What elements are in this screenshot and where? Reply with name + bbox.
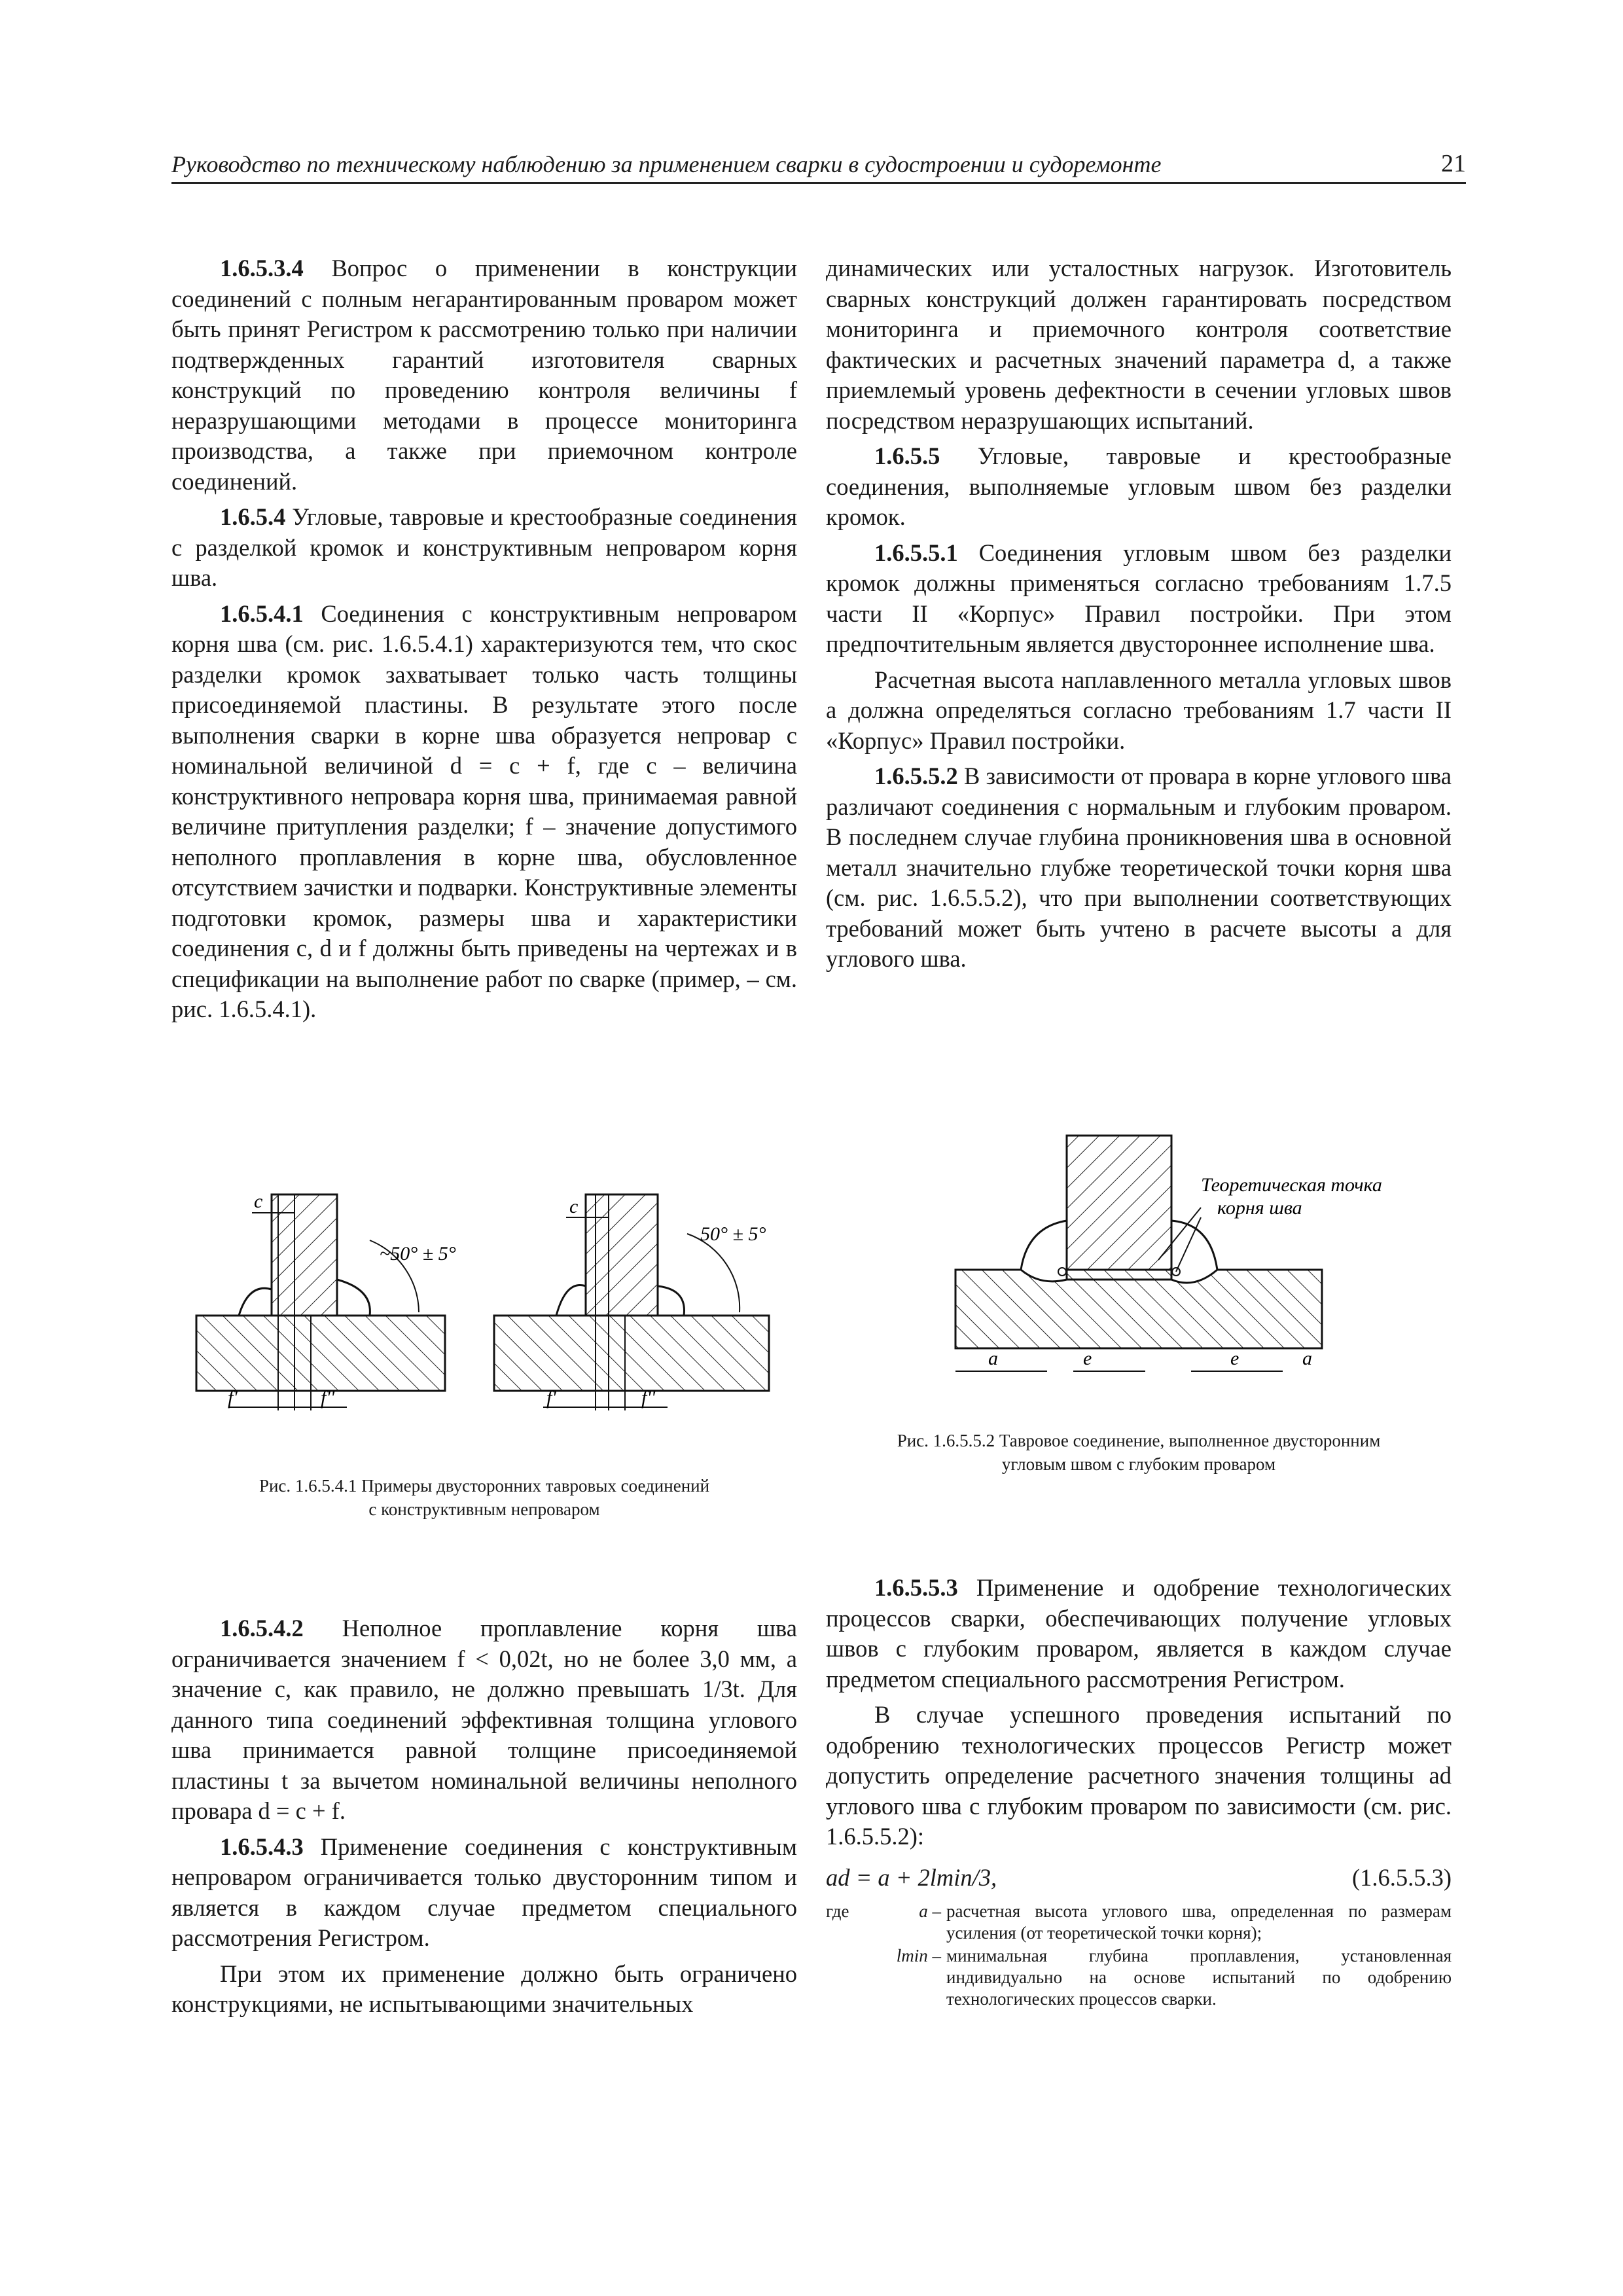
paragraph-1-6-5-5-3: 1.6.5.5.3 Применение и одобрение технологических процессов сварки, обеспечивающих получение угловых швов с глубоким проваром, является в каждом случае предметом специального рассмотрения Регистром.: [826, 1574, 1452, 1693]
running-header: [171, 145, 1466, 184]
label-e-left: e: [1083, 1348, 1092, 1369]
label-root-point-1: Теоретическая точка: [1201, 1174, 1382, 1196]
paragraph-restriction: При этом их применение должно быть ограничено конструкциями, не испытывающими значительных: [171, 1960, 797, 2017]
figure-2-caption: Рис. 1.6.5.5.2 Тавровое соединение, выполненное двусторонним угловым швом с глубоким проваром: [897, 1431, 1381, 1474]
joint-right: [494, 1194, 769, 1410]
label-angle-right: 50° ± 5°: [700, 1223, 766, 1245]
paragraph-1-6-5-5-2: 1.6.5.5.2 В зависимости от провара в корне углового шва различают соединения с нормальным и глубоким проваром. В последнем случае глубина проникновения шва в основной металл значительно глубже теоретической точки корня шва (см. рис. 1.6.5.5.2), что при выполнении соответствующих требований может быть учтено в расчете высоты a для углового шва.: [826, 762, 1452, 972]
left-column: [171, 253, 797, 1030]
label-root-point-2: корня шва: [1217, 1197, 1302, 1219]
formula: [826, 1861, 1452, 1894]
paragraph-1-6-5-4-3: 1.6.5.4.3 Применение соединения с конструктивным непроваром ограничивается только двусторонним типом и является в каждом случае предметом специального рассмотрения Регистром.: [171, 1833, 798, 1951]
paragraph-continuation: динамических или усталостных нагрузок. Изготовитель сварных конструкций должен гарантировать посредством мониторинга и приемочного контроля соответствие фактических и расчетных значений параметра d, а также приемлемый уровень дефектности в сечении угловых швов посредством неразрушающих испытаний.: [826, 255, 1452, 434]
right-column-lower: [826, 1573, 1452, 2011]
label-a-left: a: [988, 1348, 998, 1369]
left-column-lower: [171, 1613, 797, 2025]
label-f2-right: f'': [641, 1387, 656, 1408]
header-title: Руководство по техническому наблюдению за применением сварки в судостроении и судоремонте: [171, 151, 1162, 177]
tee-joint: [955, 1136, 1382, 1371]
label-f1-left: f': [228, 1387, 238, 1408]
figure-1-6-5-4-1: [190, 1181, 792, 1437]
label-c-right: c: [569, 1196, 579, 1217]
definition-lmin: lmin – минимальная глубина проплавления, установленная индивидуально на основе испытаний по одобрению технологических процессов сварки.: [896, 1945, 1452, 2009]
right-column: [826, 253, 1452, 980]
figure-1-caption: Рис. 1.6.5.4.1 Примеры двусторонних тавровых соединений с конструктивным непроваром: [259, 1476, 710, 1519]
paragraph-approval: В случае успешного проведения испытаний по одобрению технологических процессов Регистр может допустить определение расчетного значения толщины ad углового шва с глубоким проваром по зависимости (см. рис. 1.6.5.5.2):: [826, 1701, 1452, 1850]
paragraph-design-height: Расчетная высота наплавленного металла угловых швов a должна определяться согласно требованиям 1.7 части II «Корпус» Правил постройки.: [826, 666, 1452, 754]
label-e-right: e: [1230, 1348, 1240, 1369]
paragraph-1-6-5-5: 1.6.5.5 Угловые, тавровые и крестообразные соединения, выполняемые угловым швом без разделки кромок.: [826, 442, 1452, 530]
paragraph-1-6-5-4: 1.6.5.4 Угловые, тавровые и крестообразные соединения с разделкой кромок и конструктивным непроваром корня шва.: [171, 503, 798, 591]
paragraph-1-6-5-4-1: 1.6.5.4.1 Соединения с конструктивным непроваром корня шва (см. рис. 1.6.5.4.1) характеризуются тем, что скос разделки кромок захватывает только часть толщины присоединяемой пластины. В результате этого после выполнения сварки в корне шва образуется непровар с номинальной величиной d = c + f, где c – величина конструктивного непровара корня шва, принимаемая равной величине притупления разделки; f – значение допустимого неполного проплавления в корне шва, обусловленное отсутствием зачистки и подварки. Конструктивные элементы подготовки кромок, размеры шва и характеристики соединения c, d и f должны быть приведены на чертежах и в спецификации на выполнение работ по сварке (пример, – см. рис. 1.6.5.4.1).: [171, 600, 797, 1022]
formula-expression: ad = a + 2lmin/3,: [826, 1863, 997, 1891]
joint-left: [196, 1191, 456, 1410]
label-angle-left: ~50° ± 5°: [380, 1243, 456, 1265]
label-a-right: a: [1302, 1348, 1312, 1369]
paragraph-1-6-5-3-4: 1.6.5.3.4 Вопрос о применении в конструкции соединений с полным негарантированным проваром может быть принят Регистром к рассмотрению только при наличии подтвержденных гарантий изготовителя сварных конструкций по проведению контроля величины f неразрушающими методами в процессе мониторинга производства, а также при приемочном контроле соединений.: [171, 255, 798, 495]
paragraph-1-6-5-4-2: 1.6.5.4.2 Неполное проплавление корня шва ограничивается значением f < 0,02t, но не более 3,0 мм, а значение с, как правило, не должно превышать 1/3t. Для данного типа соединений эффективная толщина углового шва принимается равной толщине присоединяемой пластины t за вычетом номинальной величины неполного провара d = c + f.: [171, 1615, 797, 1824]
definition-a: где a – расчетная высота углового шва, определенная по размерам усиления (от теоретической точки корня);: [826, 1901, 1452, 1943]
formula-number: (1.6.5.5.3): [1351, 1863, 1452, 1891]
page-number: 21: [1441, 150, 1466, 177]
variable-definitions: [826, 1901, 1452, 2010]
figure-1-6-5-5-2: [942, 1129, 1453, 1391]
label-f2-left: f'': [321, 1387, 335, 1408]
label-f1-right: f': [546, 1387, 556, 1408]
label-c-left: c: [254, 1191, 263, 1212]
paragraph-1-6-5-5-1: 1.6.5.5.1 Соединения угловым швом без разделки кромок должны применяться согласно требованиям 1.7.5 части II «Корпус» Правил постройки. При этом предпочтительным является двустороннее исполнение шва.: [826, 539, 1452, 657]
